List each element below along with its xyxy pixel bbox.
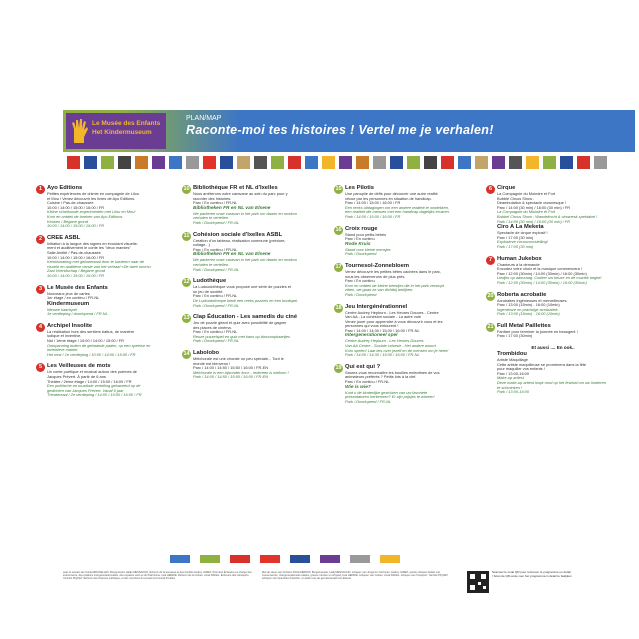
entry-detail: Une panoplie de défis pour découvrir une autre réalité <box>345 191 438 196</box>
partner-logo <box>305 156 318 169</box>
column-4 <box>487 185 609 401</box>
entry-detail: Parc / 14:00 / 15:00 / 16:00 / FR <box>345 200 401 206</box>
location-number-badge: 12 <box>183 279 190 286</box>
program-entry <box>487 291 609 317</box>
location-number-badge: 14 <box>183 351 190 358</box>
sponsor-logo <box>380 555 400 563</box>
program-entry <box>38 284 159 317</box>
entry-detail-nl: Park / 14:00 / 15:00 / 16:00 / FR <box>345 213 401 219</box>
partner-logo <box>237 156 250 169</box>
entry-detail-nl: Park / Doorlopend / FR-NL <box>345 398 392 404</box>
entry-detail: Artiste Maquillage <box>497 357 528 363</box>
program-entry <box>335 185 457 220</box>
museum-name-fr: Le Musée des Enfants <box>92 120 161 127</box>
partner-logo <box>458 156 471 169</box>
museum-name-nl: Het Kindermuseum <box>92 129 152 136</box>
program-entry <box>497 345 609 395</box>
qr-caption: Scannez le code QR pour retrouver le programme en détail / Scan de QR-code voor het programma in detail te bekijken <box>492 570 572 578</box>
entry-detail: Parc / 13:00 (15min) - 16:00 (10min) <box>497 302 560 308</box>
entry-detail-nl: Park / Doorlopend / FR-NL <box>193 338 240 344</box>
location-number-badge: 19 <box>335 364 342 371</box>
program-entry <box>183 185 305 226</box>
entry-detail: personnes qui vous entourent ! <box>345 323 399 329</box>
entry-detail: Venez découvrir les petites bêtes cachées dans le parc, <box>345 268 442 274</box>
entry-detail-nl: Kom en ontdek de kleine beestjes die in het park verstopt <box>345 282 444 288</box>
program-entry <box>488 255 609 286</box>
entry-detail: Parc / 14:00 / 14:30 / 15:00 / 16:00 / FR-NL <box>345 327 420 333</box>
entry-title: Cirque <box>497 185 516 191</box>
partner-logo <box>475 156 488 169</box>
entry-detail-nl: Park / 14:00 / 14:50 / 15:50 / 16:00 / FR-EN <box>193 374 269 380</box>
entry-detail: collage...) <box>193 242 210 248</box>
entry-detail: Fanfare pour terminer la journée en beaugent ! <box>497 328 578 334</box>
entry-detail: Parc / 17:00 (30 min) <box>497 234 534 240</box>
entry-detail-nl: We parkeren onze caravan in het park om daarin en rondom <box>193 257 297 263</box>
sponsor-logo <box>260 555 280 563</box>
entry-detail-nl: Explosieve circusvoorstelling! <box>497 239 548 245</box>
entry-title: Clap Éducation - Les samedis du ciné <box>193 314 298 321</box>
partner-logo <box>509 156 522 169</box>
headline: Raconte-moi tes histoires ! Vertel me je verhalen! <box>186 123 494 137</box>
partner-logo <box>186 156 199 169</box>
partner-logo <box>356 156 369 169</box>
program-entry <box>183 314 305 344</box>
program-entry <box>487 322 609 339</box>
location-number-badge: 4 <box>36 323 45 332</box>
entry-detail: Acrobaties ingénieuses et merveilleuses. <box>497 297 568 303</box>
entry-detail-nl: verhalen te vertellen. <box>193 261 230 267</box>
entry-detail-nl: We parkeren onze caravan in het park om daarin en rondom <box>193 210 297 216</box>
entry-detail: 10:00 / 14:00 / 15:00 / 16:00 / FR <box>47 254 105 260</box>
entry-detail: Van AA - La cohésion sociale - La autre voie <box>345 314 422 320</box>
entry-detail-nl: La Compagnie du Moindre et Fort <box>497 209 556 215</box>
program-entry <box>335 262 457 298</box>
entry-detail: Création d'un tableau, réalisation commune (peinture, <box>193 237 286 243</box>
entry-detail-nl: Bubbel Circus Show : Wandeltocht & clownesk spektakel ! <box>497 213 598 219</box>
entry-detail: Parc / En continu / FR-NL <box>193 293 238 299</box>
sponsor-logo <box>290 555 310 563</box>
entry-title: Ludothèque <box>193 278 227 285</box>
entry-detail-nl: Reuze puzzelspel en quiz met kans op bioscoopkaartjes <box>193 333 290 339</box>
entry-title: Full Metal Paillettes <box>497 322 551 329</box>
entry-detail: un jeu de société. <box>193 288 224 294</box>
entry-detail-nl: Van AA Centre - Sociale cohesie - Het andere woord <box>345 343 436 349</box>
entry-detail: ludique et inventive. <box>47 333 82 339</box>
footer-credits-fr: avec le soutien de Ovinka BRUXELLES, Bourgmestre Hadjo MESSAOUD, Échevin de la jeunesse et des familles Audrey JAMET, Première Échevine en charge des événements, des relations intergénérationnelles, des espaces verts et du Patrimoine, Issa HEDDIE, Échevin de la Culture, Amal DAKEL, Échevine des transports, Yannick PIQUET, Échevin des finances publiques, et des membres du conseil communal d'Ixelles <box>63 571 252 581</box>
entry-detail-nl: presentatoren herkennen? Er zijn prijsjes te winnen! <box>345 394 435 400</box>
sponsor-logos <box>170 552 470 566</box>
entry-title: Human Jukebox <box>497 255 542 262</box>
location-number-badge: 16 <box>335 226 342 233</box>
entry-detail: ment et auditivement le conte les "deux mamies" <box>47 245 131 251</box>
location-number-badge: 21 <box>487 323 494 330</box>
entry-detail: Cette artiste maquilleuse se promènera dans la fête <box>497 361 587 367</box>
entry-detail: et Mou ! Venez découvrir les livres de Ayo Editions. <box>47 195 136 201</box>
column-1 <box>38 185 159 404</box>
entry-title: Ayo Editions <box>47 185 83 191</box>
sponsor-logo <box>230 555 250 563</box>
entry-detail: vécue par les personnes en situation de handicap. <box>345 195 432 201</box>
partner-logo <box>390 156 403 169</box>
entry-detail: Parc / En continu / FR-NL <box>193 246 238 252</box>
partner-logo <box>543 156 556 169</box>
column-3 <box>335 185 457 410</box>
entry-detail-nl: De Ludoodotheque biedt een reeks puzzels en een bordspel. <box>193 297 299 303</box>
partner-logo <box>594 156 607 169</box>
partner-logo <box>526 156 539 169</box>
entry-title: CREE ASBL <box>47 234 81 241</box>
location-number-badge: 1 <box>36 185 45 194</box>
sponsor-logo <box>320 555 340 563</box>
entry-detail: Parc / 12:00 (30min) / 14:00 (30min) / 16:00 (30min) <box>497 270 587 276</box>
entry-detail-nl: zitten, we gaan ze van dichtbij bekijken. <box>345 287 414 293</box>
entry-title-nl: Rode Kruis <box>345 241 371 247</box>
program-entry <box>183 278 305 308</box>
entry-detail-nl: Park / 12:00 (30min) / 14:00 (30min) / 16:00 (30min) <box>497 279 587 285</box>
partner-logo <box>577 156 590 169</box>
sponsor-logo <box>170 555 190 563</box>
program-entry <box>38 185 159 229</box>
entry-detail: Parc / En continu <box>345 278 375 284</box>
entry-detail-nl: inventieve manier. <box>47 347 79 353</box>
location-number-badge: 5 <box>36 363 45 372</box>
entry-detail-nl: 10:00 / 14:00 / 15:00 / 16:00 / FR <box>47 272 105 278</box>
entry-detail: monde est bienvenu ! <box>193 360 231 366</box>
entry-detail: Mélchorale est une chorale un peu spéciale... Tout le <box>193 356 284 362</box>
location-number-badge: 11 <box>183 232 190 239</box>
entry-detail-nl: Het nest / 1e verdieping / 10:00 / 14:00 / 15:00 / FR <box>47 351 136 357</box>
partner-logo <box>203 156 216 169</box>
entry-detail-nl: 1e verdieping / doorlopend / FR-NL <box>47 311 108 317</box>
entry-detail: Stand pour petits bébés <box>345 231 387 237</box>
entry-detail-nl: Ontspanning buiten de gebaande paden, op een speelse en <box>47 342 151 348</box>
program-entry <box>38 363 159 398</box>
entry-detail: pour maquiller vos enfants ! <box>497 366 545 372</box>
entry-detail-nl: Park / Doorlopend / FR-NL <box>193 302 240 308</box>
partner-logo <box>441 156 454 169</box>
entry-title: Trombidou <box>497 351 527 358</box>
qr-code[interactable] <box>467 571 489 593</box>
entry-detail: Venez jouer pour apprendre à vous découvrir vous et les <box>345 318 443 324</box>
entry-title: Tournesol-Zonnebloem <box>345 262 409 269</box>
entry-detail-nl: 10:00 / 14:00 / 15:00 / 16:00 / FR <box>47 223 105 229</box>
entry-detail-nl: Ingenieuze en prachtige acrobatiek. <box>497 306 559 312</box>
program-entry <box>335 225 457 257</box>
entry-detail: La Ludoodothèque vous propose une série de puzzles et <box>193 284 291 290</box>
entry-detail: Nous arrêterons notre caravane au sein du parc pour y <box>193 191 288 196</box>
entry-detail: Théâtre / 2ème étage / 14:00 / 15:00 / 16:00 / FR <box>47 378 132 384</box>
program-entry <box>488 185 609 250</box>
entry-title-nl: Intergenerationeel spel <box>345 333 398 339</box>
partner-logo <box>101 156 114 169</box>
entry-detail: 10:00 / 14:00 / 15:00 / 16:00 / FR <box>47 204 105 210</box>
location-number-badge: 18 <box>335 304 342 311</box>
location-number-badge: 15 <box>335 186 342 192</box>
entry-detail: Jeu de puzzle géant et quiz avec possibilité de gagner <box>193 320 287 326</box>
entry-detail: Initiation à la langue des signes en écoutant visuelle- <box>47 240 139 246</box>
entry-detail: Petites expériences de chimie en compagnie de Lilou <box>47 191 139 196</box>
entry-detail-nl: een realiteit die mensen met een handicap dagelijks ervaren. <box>345 209 450 215</box>
entry-detail: Bubble Circus Show : <box>497 195 535 201</box>
program-entry <box>183 350 305 380</box>
partner-logo-strip <box>63 153 639 171</box>
entry-detail: Parc / 13:00-16:00 <box>497 370 530 376</box>
entry-title: Les Veilleuses de mots <box>47 363 111 370</box>
entry-detail-nl: Kennismaking met gebarentaal door te luisteren naar de <box>47 259 144 265</box>
program-entry <box>38 234 159 279</box>
location-number-badge: 10 <box>183 186 190 192</box>
entry-detail: La Compagnie du Moindre et Fort <box>497 191 556 196</box>
partner-logo <box>492 156 505 169</box>
entry-detail-nl: Park / 14:00 / 14:30 / 15:00 / 16:00 / FR-NL <box>345 352 420 358</box>
program-entry <box>183 231 305 273</box>
entry-detail: animateurs préférés ? Petits lots à la clef. <box>345 374 417 380</box>
entry-detail: Parc / 14:00 / 14:50 / 15:50 / 16:00 / FR-EN <box>193 365 269 371</box>
entry-detail: Salle Amitié / Pas-de-chaussée <box>47 249 101 255</box>
entry-title: Le Musée des Enfants <box>47 284 108 291</box>
entry-detail: Nid / 1ème étage / 10:00 / 14:00 / 15:00 / FR <box>47 338 124 344</box>
entry-detail: Centre Audrey Hepburn - Les Heures Douces - Centre <box>345 309 439 315</box>
partner-logo <box>84 156 97 169</box>
entry-title: Archipel Insolite <box>47 322 93 329</box>
entry-detail-nl: gedichten van Jacques Prévert. Vanaf 6 jaar <box>47 387 124 393</box>
partner-logo <box>407 156 420 169</box>
plan-label: PLAN/MAP <box>186 115 222 122</box>
entry-detail: Chanteurs à la demande <box>497 261 540 267</box>
entry-detail-nl: Park / Doorlopend / FR-NL <box>193 219 240 225</box>
footer-credits-nl: Met de steun van Christos DOULKERIDIS, Burgemeester, Hadj MESSAOUD, schepen van Jeugd en Gezinnen, Audrey JAMET, eerste schepen belast met evenementen, intergenerationele relaties, groene ruimten en erfgoed, Issa HEDDIE, schepen van Cultuur, Amal DAKEL, schepen van Transport, Yannick PIQUET, schepen van Openbare financiën, en leden van de gemeenteraad van Elsene <box>262 571 449 581</box>
entry-title-nl: Kindermuseum <box>47 300 90 307</box>
entry-detail-nl: Stand voor kleine mensjes <box>345 246 391 252</box>
entry-detail-nl: Mélchorale is een bijzonder koor... iedereen is welkom ! <box>193 369 289 375</box>
program-entry <box>38 322 159 358</box>
entry-detail: Parc / En continu <box>345 236 375 242</box>
location-number-badge: 7 <box>486 256 495 265</box>
entry-detail-nl: Kom spelen! Laat iets over jezelf en de mensen om je heen! <box>345 347 449 353</box>
entry-detail: Parc / En continu / FR-NL <box>193 329 238 335</box>
entry-detail: Parc / 14:00 (30 min) / 16:00 (30 min) / FR <box>497 204 571 210</box>
entry-detail: nous les observerons de plus près. <box>345 273 406 279</box>
entry-detail-nl: Theaterzaal / 2e verdieping / 14:00 / 15:00 / 16:00 / FR <box>47 392 142 398</box>
entry-title: Roberta acrobatie <box>497 291 547 298</box>
also-heading: Et aussi .... En ook.. <box>531 345 575 351</box>
entry-detail: Cuisine / Pas-de-chaussée <box>47 200 94 206</box>
partner-logo <box>271 156 284 169</box>
entry-detail-nl: Kunt u de kinderlijke gezichten van uw favoriete <box>345 389 428 395</box>
entry-detail: Parc / En continu / FR-NL <box>193 200 238 206</box>
entry-detail: Un conte poétique et musical autour des poèmes de <box>47 369 137 375</box>
partner-logo <box>288 156 301 169</box>
partner-logo <box>118 156 131 169</box>
entry-detail: Parc / 17:00 (30min) <box>497 333 533 339</box>
partner-logo <box>322 156 335 169</box>
partner-logo <box>373 156 386 169</box>
entry-detail-nl: Kom en ontdek de boeken van Ayo Editions. <box>47 213 124 219</box>
entry-detail-nl: Make-up artiest <box>497 375 524 381</box>
partner-logo <box>339 156 352 169</box>
entry-detail: Nouveaux jeux de cartes <box>47 290 90 296</box>
entry-title-nl: Wie is wie? <box>345 384 371 390</box>
entry-title: Qui est qui ? <box>345 363 381 370</box>
entry-title: Croix rouge <box>345 225 378 232</box>
entry-detail-nl: Deze make-up artiest loopt rond op het festival om uw kinderen <box>497 380 606 386</box>
location-number-badge: 20 <box>487 292 494 299</box>
entry-title: Bibliothèque FR et NL d'Ixelles <box>193 185 278 191</box>
sponsor-logo <box>350 555 370 563</box>
partner-logo <box>169 156 182 169</box>
entry-detail-nl: Centre Audrey Hepburn - Les Heures Douces <box>345 338 424 344</box>
entry-detail-nl: Park / 14:00 (30 min) / 16:00 (30 min) / FR <box>497 218 571 224</box>
location-number-badge: 13 <box>183 315 190 322</box>
entry-title: Les Pilotis <box>345 185 374 191</box>
partner-logo <box>220 156 233 169</box>
entry-detail-nl: verhalen te vertellen. <box>193 215 230 221</box>
program-entry <box>335 303 457 358</box>
entry-detail: 1er étage / en continu / FR-NL <box>47 295 100 301</box>
entry-detail: Encodez votre choix et la musique commencera ! <box>497 266 582 272</box>
entry-detail-nl: Park / 13:00 (15min) - 16:00 (10min) <box>497 311 560 317</box>
entry-detail: des places de cinéma. <box>193 324 232 330</box>
entry-detail-nl: Park / Doorlopend <box>345 251 377 257</box>
sponsor-logo <box>200 555 220 563</box>
entry-title: Cohésion sociale d'Ixelles ASBL <box>193 231 283 238</box>
entry-title: Labolobo <box>193 350 220 357</box>
entry-detail: La réalisation hors des sentiers battus, de manière <box>47 328 135 334</box>
hand-icon <box>70 117 90 145</box>
entry-detail: raconter des histoires. <box>193 195 232 201</box>
entry-title: Jeu Intergénérationnel <box>345 303 408 310</box>
location-number-badge: 6 <box>486 185 495 194</box>
entry-detail: Parc / En continu / FR-NL <box>345 379 390 385</box>
entry-detail-nl: Keuken / Begane grond <box>47 218 88 224</box>
entry-detail-nl: Zaal Vriendschap / Begane grond <box>47 268 105 274</box>
entry-detail: Jacques Prévert. À partir de 6 ans <box>47 374 106 380</box>
column-2 <box>183 185 305 386</box>
location-number-badge: 17 <box>335 263 342 270</box>
entry-detail-nl: Kleine scheikunde-experimenten met Lilou en Mou! <box>47 209 136 215</box>
partner-logo <box>424 156 437 169</box>
entry-detail-nl: Liedjes op aanvraag. Codeer uw keuze en de muziek begint! <box>497 275 602 281</box>
partner-logo <box>152 156 165 169</box>
partner-logo <box>560 156 573 169</box>
entry-title-nl: Bibliotheken FR en NL van Elsene <box>193 252 271 258</box>
entry-detail: Spectacle de cirque explosif ! <box>497 230 548 236</box>
entry-detail: Saurez-vous reconnaître les bouilles enfantines de vos <box>345 369 440 375</box>
partner-logo <box>254 156 267 169</box>
entry-detail-nl: visuele en auditieve versie van het verhaal «De twee oma's» <box>47 263 152 269</box>
entry-detail: Déambulation & spectacle clownesque ! <box>497 200 566 206</box>
entry-detail-nl: te schminken ! <box>497 384 523 390</box>
entry-detail-nl: Nieuwe kaartspel <box>47 306 77 312</box>
partner-logo <box>135 156 148 169</box>
entry-title-nl: Bibliotheken FR en NL van Elsene <box>193 205 271 211</box>
entry-detail-nl: Park / 13:00-16:00 <box>497 389 530 395</box>
location-number-badge: 2 <box>36 235 45 244</box>
entry-detail-nl: Een reeks uitdagingen om een andere realiteit te ontdekken, <box>345 204 450 210</box>
partner-logo <box>67 156 80 169</box>
entry-detail-nl: Park / 17:00 (30 min) <box>497 243 534 249</box>
program-entry <box>335 363 457 405</box>
entry-detail-nl: Park / Doorlopend <box>345 291 377 297</box>
entry-detail-nl: Park / Doorlopend / FR-NL <box>193 266 240 272</box>
entry-detail-nl: Een poëtische en muzikale vertelling gebaseerd op de <box>47 383 141 389</box>
entry-subtitle: Ciro A La Meketa <box>497 224 544 231</box>
location-number-badge: 3 <box>36 285 45 294</box>
